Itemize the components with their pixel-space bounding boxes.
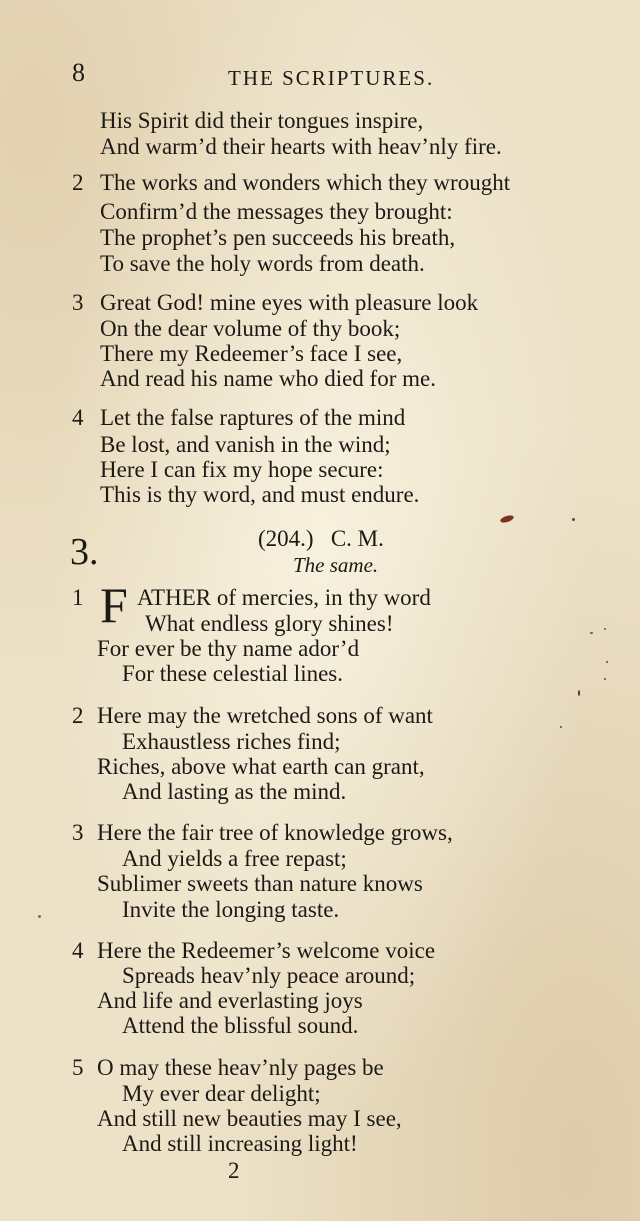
- verse-line: My ever dear delight;: [122, 1081, 321, 1106]
- verse-line: Confirm’d the messages they brought:: [100, 199, 453, 224]
- verse-line: Attend the blissful sound.: [122, 1013, 359, 1038]
- verse-line: Invite the longing taste.: [122, 897, 340, 922]
- verse-line: On the dear volume of thy book;: [100, 316, 401, 341]
- verse-line: Spreads heav’nly peace around;: [122, 963, 416, 988]
- verse-line: And warm’d their hearts with heav’nly fire.: [100, 134, 502, 159]
- paper-speck: [604, 628, 606, 630]
- verse-line: Great God! mine eyes with pleasure look: [100, 290, 479, 315]
- stanza-number: 3: [72, 290, 84, 315]
- paper-speck: [590, 632, 593, 634]
- signature-mark: 2: [228, 1158, 240, 1183]
- stanza-number: 4: [72, 405, 84, 430]
- verse-line: And yields a free repast;: [122, 846, 347, 871]
- paper-speck: [604, 678, 606, 680]
- paper-stain: [499, 514, 514, 524]
- verse-line: The works and wonders which they wrought: [100, 170, 511, 195]
- stanza-number: 5: [72, 1055, 84, 1080]
- stanza-number: 4: [72, 938, 84, 963]
- stanza-number: 2: [72, 170, 84, 195]
- verse-line: This is thy word, and must endure.: [100, 482, 420, 507]
- paper-speck: [560, 726, 562, 728]
- verse-line: And life and everlasting joys: [97, 988, 363, 1013]
- verse-line: To save the holy words from death.: [100, 251, 425, 276]
- stanza-number: 3: [72, 820, 84, 845]
- verse-line: And still increasing light!: [122, 1131, 358, 1156]
- verse-line: His Spirit did their tongues inspire,: [100, 108, 424, 133]
- verse-line: ATHER of mercies, in thy word: [137, 585, 431, 610]
- verse-line: For these celestial lines.: [122, 661, 343, 686]
- paper-speck: [38, 915, 41, 918]
- hymn-number: 3.: [70, 531, 99, 573]
- verse-line: Let the false raptures of the mind: [100, 405, 406, 430]
- verse-line: And read his name who died for me.: [100, 366, 436, 391]
- paper-speck: [572, 518, 575, 521]
- verse-line: The prophet’s pen succeeds his breath,: [100, 225, 456, 250]
- verse-line: Here may the wretched sons of want: [97, 703, 433, 728]
- verse-line: Sublimer sweets than nature knows: [97, 871, 423, 896]
- verse-line: Here I can fix my hope secure:: [100, 457, 384, 482]
- verse-line: Riches, above what earth can grant,: [97, 754, 425, 779]
- verse-line: Here the fair tree of knowledge grows,: [97, 820, 453, 845]
- verse-line: There my Redeemer’s face I see,: [100, 341, 403, 366]
- stanza-number: 1: [72, 585, 84, 610]
- drop-cap: F: [100, 577, 128, 633]
- verse-line: Exhaustless riches find;: [122, 729, 341, 754]
- hymn-subtitle: The same.: [293, 553, 379, 577]
- page-number: 8: [72, 58, 85, 87]
- running-head: THE SCRIPTURES.: [228, 66, 435, 90]
- paper-speck: [578, 690, 580, 696]
- verse-line: For ever be thy name ador’d: [97, 636, 360, 661]
- hymn-meta: (204.) C. M.: [258, 526, 384, 551]
- paper-speck: [606, 661, 608, 663]
- stanza-number: 2: [72, 703, 84, 728]
- verse-line: Here the Redeemer’s welcome voice: [97, 938, 436, 963]
- verse-line: And still new beauties may I see,: [97, 1106, 402, 1131]
- verse-line: And lasting as the mind.: [122, 779, 347, 804]
- verse-line: What endless glory shines!: [145, 611, 394, 636]
- verse-line: Be lost, and vanish in the wind;: [100, 432, 391, 457]
- verse-line: O may these heav’nly pages be: [97, 1055, 384, 1080]
